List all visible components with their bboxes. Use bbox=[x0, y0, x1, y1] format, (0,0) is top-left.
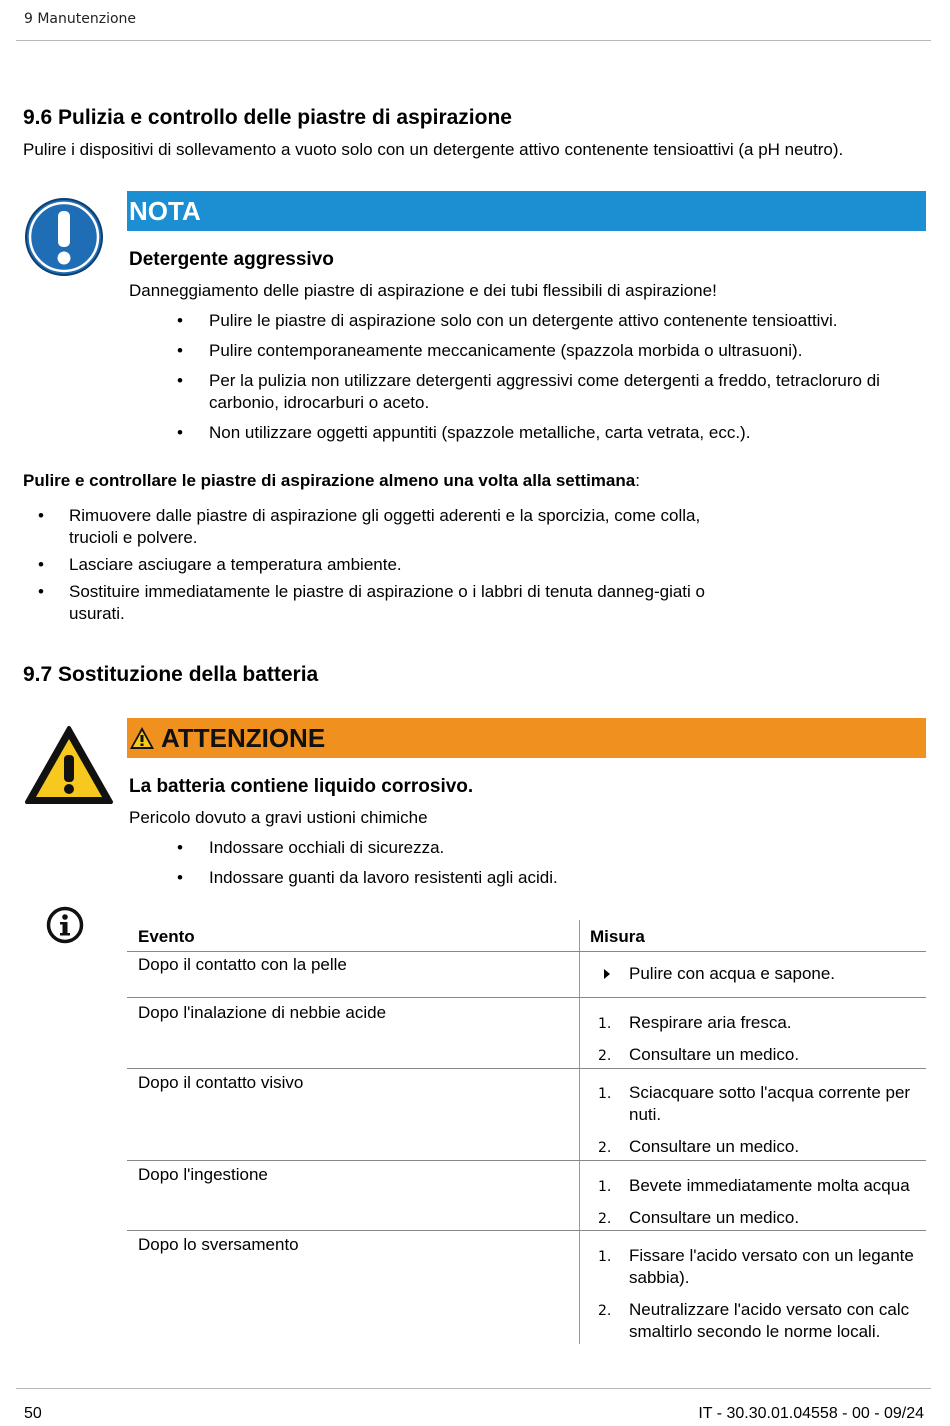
list-item: smaltirlo secondo le norme locali. bbox=[629, 1322, 881, 1341]
list-item: nuti. bbox=[629, 1105, 662, 1124]
list-item: 2. Consultare un medico. bbox=[598, 1137, 800, 1156]
list-item: 2. Consultare un medico. bbox=[598, 1045, 800, 1064]
row-divider bbox=[127, 1230, 926, 1231]
row-divider bbox=[127, 1160, 926, 1161]
list-item: 1. Fissare l'acido versato con un legante bbox=[598, 1246, 914, 1265]
list-item: • Non utilizzare oggetti appuntiti (spazzole metalliche, carta vetrata, ecc.). bbox=[209, 422, 929, 444]
list-item: • Rimuovere dalle piastre di aspirazione gli oggetti aderenti e la sporcizia, come colla, trucioli e polvere. bbox=[69, 505, 719, 549]
list-item: 1. Respirare aria fresca. bbox=[598, 1013, 792, 1032]
footer-divider bbox=[16, 1388, 931, 1389]
warning-heading: La batteria contiene liquido corrosivo. bbox=[129, 776, 474, 797]
list-item: Pulire con acqua e sapone. bbox=[629, 964, 836, 983]
list-item: • Pulire contemporaneamente meccanicamente (spazzola morbida o ultrasuoni). bbox=[209, 340, 929, 362]
row-divider bbox=[127, 1068, 926, 1069]
header-divider bbox=[16, 40, 931, 41]
list-item: 1. Bevete immediatamente molta acqua bbox=[598, 1176, 910, 1195]
section-title-9-6: 9.6 Pulizia e controllo delle piastre di aspirazione bbox=[23, 106, 512, 129]
list-item: sabbia). bbox=[629, 1268, 690, 1287]
weekly-check-label: Pulire e controllare le piastre di aspirazione almeno una volta alla settimana bbox=[23, 471, 636, 490]
list-item: • Indossare guanti da lavoro resistenti agli acidi. bbox=[209, 867, 909, 889]
notice-banner bbox=[127, 191, 926, 231]
table-cell-action bbox=[598, 1245, 926, 1353]
first-aid-table bbox=[127, 920, 926, 1344]
small-warning-icon bbox=[129, 726, 155, 750]
notice-bullet-list bbox=[209, 310, 929, 452]
column-header-event: Evento bbox=[138, 927, 195, 946]
column-divider bbox=[579, 920, 580, 1344]
exclamation-circle-icon bbox=[24, 197, 104, 277]
list-item: • Indossare occhiali di sicurezza. bbox=[209, 837, 909, 859]
document-reference: IT - 30.30.01.04558 - 00 - 09/24 bbox=[698, 1405, 924, 1422]
list-item: • Per la pulizia non utilizzare detergenti aggressivi come detergenti a freddo, tetracloruro di carbonio, idrocarburi o aceto. bbox=[209, 370, 929, 414]
list-item: 1. Sciacquare sotto l'acqua corrente per bbox=[598, 1083, 911, 1102]
column-header-action: Misura bbox=[590, 927, 645, 946]
page-number: 50 bbox=[24, 1405, 42, 1422]
table-cell-action bbox=[598, 1012, 926, 1076]
table-cell-event: Dopo l'ingestione bbox=[138, 1165, 268, 1184]
notice-text: Danneggiamento delle piastre di aspirazione e dei tubi flessibili di aspirazione! bbox=[129, 281, 717, 300]
weekly-check-colon: : bbox=[635, 471, 640, 490]
list-item: 2. Neutralizzare l'acido versato con calc bbox=[598, 1300, 910, 1319]
warning-banner bbox=[127, 718, 926, 758]
table-cell-event: Dopo l'inalazione di nebbie acide bbox=[138, 1003, 387, 1022]
warning-text: Pericolo dovuto a gravi ustioni chimiche bbox=[129, 808, 428, 827]
table-cell-event: Dopo lo sversamento bbox=[138, 1235, 299, 1254]
weekly-bullet-list bbox=[69, 505, 719, 630]
list-item: • Sostituire immediatamente le piastre di aspirazione o i labbri di tenuta danneg-giati o usurati. bbox=[69, 581, 719, 625]
row-divider bbox=[127, 997, 926, 998]
list-item: • Lasciare asciugare a temperatura ambiente. bbox=[69, 554, 719, 576]
table-cell-event: Dopo il contatto visivo bbox=[138, 1073, 304, 1092]
triangle-bullet-icon bbox=[604, 969, 610, 979]
table-cell-action bbox=[629, 963, 926, 995]
warning-triangle-icon bbox=[24, 725, 114, 805]
list-item: • Pulire le piastre di aspirazione solo con un detergente attivo contenente tensioattivi. bbox=[209, 310, 929, 332]
table-cell-event: Dopo il contatto con la pelle bbox=[138, 955, 347, 974]
section-title-9-7: 9.7 Sostituzione della batteria bbox=[23, 663, 319, 686]
header-rule bbox=[127, 951, 926, 952]
notice-label: NOTA bbox=[129, 195, 201, 226]
notice-heading: Detergente aggressivo bbox=[129, 249, 334, 270]
weekly-check-heading bbox=[23, 470, 640, 492]
info-icon bbox=[46, 906, 84, 944]
running-header: 9 Manutenzione bbox=[24, 11, 137, 27]
warning-label: ATTENZIONE bbox=[161, 722, 326, 753]
section-intro: Pulire i dispositivi di sollevamento a vuoto solo con un detergente attivo contenente tensioattivi (a pH neutro). bbox=[23, 140, 844, 159]
warning-bullet-list bbox=[209, 837, 909, 897]
table-cell-action bbox=[598, 1082, 926, 1168]
list-item: 2. Consultare un medico. bbox=[598, 1208, 800, 1227]
